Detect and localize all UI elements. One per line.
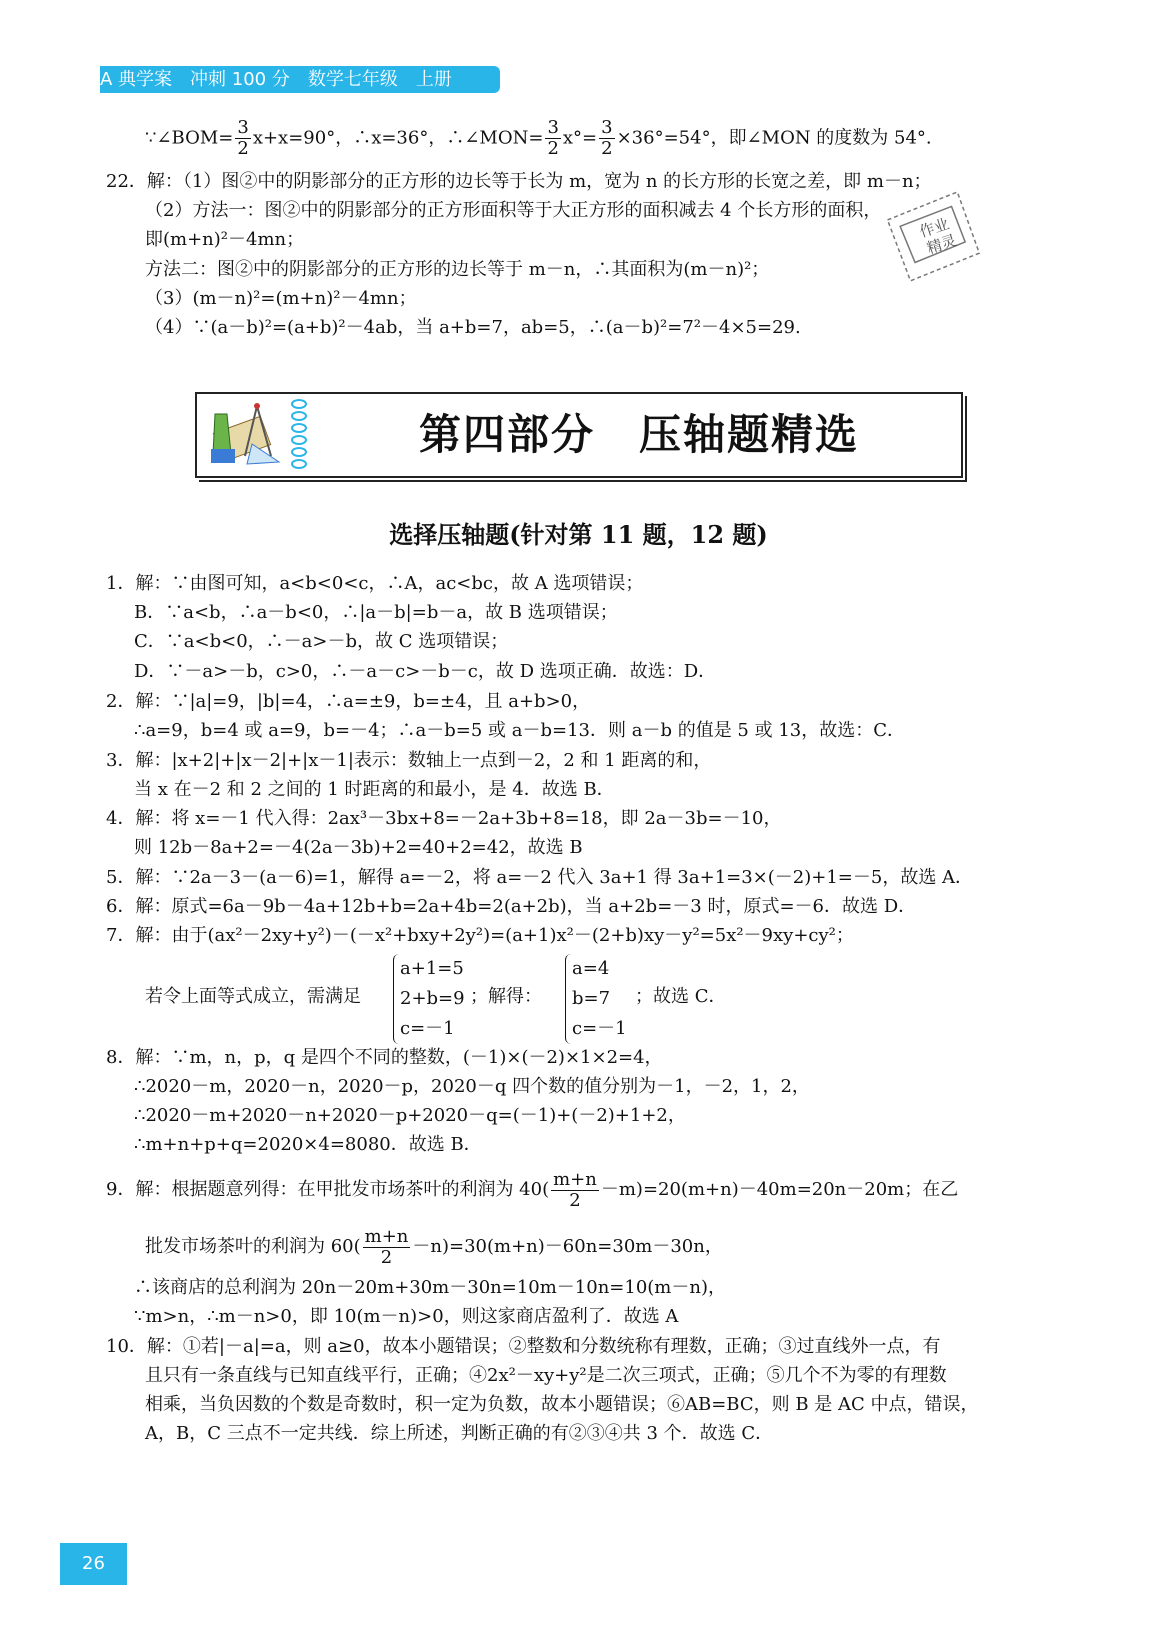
answer-3-line-1: 3．解：|x+2|+|x－2|+|x－1|表示：数轴上一点到－2，2 和 1 距离的和， bbox=[106, 750, 712, 771]
answer-8-line-2: ∴2020－m，2020－n，2020－p，2020－q 四个数的值分别为－1，－2，1，2， bbox=[134, 1076, 810, 1097]
equation-system-2 bbox=[565, 954, 627, 1044]
fraction-3-2: $\frac{3}{2}$ bbox=[237, 117, 249, 159]
equation-system-1 bbox=[393, 954, 465, 1044]
answer-8-line-1: 8．解：∵m，n，p，q 是四个不同的整数，(－1)×(－2)×1×2=4， bbox=[106, 1047, 663, 1068]
answer-1-line-2: B．∵a<b，∴a－b<0，∴|a－b|=b－a，故 B 选项错误； bbox=[134, 602, 618, 623]
page-number: 26 bbox=[60, 1543, 127, 1585]
section-title: 选择压轴题(针对第 11 题，12 题) bbox=[389, 520, 768, 549]
answer-2-line-2: ∴a=9，b=4 或 a=9，b=－4；∴a－b=5 或 a－b=13．则 a－b 的值是 5 或 13，故选：C． bbox=[134, 720, 906, 741]
equation: 2+b=9 bbox=[400, 988, 465, 1009]
answer-9-line-4: ∵m>n，∴m－n>0，即 10(m－n)>0，则这家商店盈利了．故选 A bbox=[134, 1306, 679, 1327]
banner-title: 第四部分 压轴题精选 bbox=[418, 410, 859, 459]
fraction-3-2: $\frac{3}{2}$ bbox=[601, 117, 613, 159]
answer-1-line-4: D．∵－a>－b，c>0，∴－a－c>－b－c，故 D 选项正确．故选：D． bbox=[134, 661, 717, 682]
text: 批发市场茶叶的利润为 60( bbox=[145, 1236, 361, 1257]
text-bom: ∵∠BOM= bbox=[145, 127, 234, 149]
text-result: ×36°=54°，即∠MON 的度数为 54°. bbox=[616, 127, 932, 149]
equation: a=4 bbox=[572, 958, 610, 979]
text: －n)=30(m+n)－60n=30m－30n， bbox=[412, 1236, 723, 1257]
answer-6: 6．解：原式=6a－9b－4a+12b+b=2a+4b=2(a+2b)，当 a+2b=－3 时，原式=－6．故选 D． bbox=[106, 896, 917, 917]
answer-7-condition-text: 若令上面等式成立，需满足 bbox=[145, 986, 361, 1007]
q22-line-6: （4）∵(a－b)²=(a+b)²－4ab，当 a+b=7，ab=5，∴(a－b)²=7²－4×5=29. bbox=[145, 317, 801, 338]
answer-4-line-2: 则 12b－8a+2=－4(2a－3b)+2=40+2=42，故选 B bbox=[134, 837, 583, 858]
spiral-binding-icon bbox=[289, 396, 309, 474]
svg-text:作业: 作业 bbox=[917, 214, 952, 242]
equation: c=－1 bbox=[400, 1018, 455, 1039]
answer-7-choose-text: ；故选 C． bbox=[635, 986, 727, 1007]
answer-3-line-2: 当 x 在－2 和 2 之间的 1 时距离的和最小，是 4．故选 B． bbox=[134, 779, 615, 800]
equation: b=7 bbox=[572, 988, 611, 1009]
text: －m)=20(m+n)－40m=20n－20m；在乙 bbox=[600, 1179, 959, 1200]
fraction-mn-2: $\frac{m+n}{2}$ bbox=[553, 1168, 597, 1211]
text-eq: x+x=90°，∴x=36°，∴∠MON= bbox=[252, 127, 544, 149]
answer-4-line-1: 4．解：将 x=－1 代入得：2ax³－3bx+8=－2a+3b+8=18，即 2a－3b=－10， bbox=[106, 808, 782, 829]
answer-5: 5．解：∵2a－3－(a－6)=1，解得 a=－2，将 a=－2 代入 3a+1 得 3a+1=3×(－2)+1=－5，故选 A． bbox=[106, 867, 974, 888]
answer-9-line-2 bbox=[145, 1225, 723, 1269]
answer-9-line-3: ∴该商店的总利润为 20n－20m+30m－30n=10m－10n=10(m－n)， bbox=[134, 1277, 726, 1298]
answer-8-line-3: ∴2020－m+2020－n+2020－p+2020－q=(－1)+(－2)+1+2， bbox=[134, 1105, 686, 1126]
answer-7-line-1: 7．解：由于(ax²－2xy+y²)－(－x²+bxy+2y²)=(a+1)x²－(2+b)xy－y²=5x²－9xy+cy²； bbox=[106, 925, 854, 946]
answer-1-line-1: 1．解：∵由图可知，a<b<0<c，∴A，ac<bc，故 A 选项错误； bbox=[106, 573, 644, 594]
q22-line-3: 即(m+n)²－4mn； bbox=[145, 229, 305, 250]
equation: a+1=5 bbox=[400, 958, 464, 979]
section-banner bbox=[195, 392, 963, 478]
line-angle-bom bbox=[145, 118, 932, 159]
stamp-watermark-icon bbox=[880, 182, 985, 292]
q22-line-2: （2）方法一：图②中的阴影部分的正方形面积等于大正方形的面积减去 4 个长方形的面积， bbox=[145, 200, 882, 221]
answer-9-line-1 bbox=[106, 1168, 958, 1212]
fraction-3-2: $\frac{3}{2}$ bbox=[547, 117, 559, 159]
answer-10-line-1: 10．解：①若|－a|=a，则 a≥0，故本小题错误；②整数和分数统称有理数，正确；③过直线外一点，有 bbox=[106, 1336, 941, 1357]
stationery-icon bbox=[197, 394, 289, 476]
answer-10-line-3: 相乘，当负因数的个数是奇数时，积一定为负数，故本小题错误；⑥AB=BC，则 B 是 AC 中点，错误， bbox=[145, 1394, 979, 1415]
q22-line-4: 方法二：图②中的阴影部分的正方形的边长等于 m－n，∴其面积为(m－n)²； bbox=[145, 259, 770, 280]
answer-10-line-4: A，B，C 三点不一定共线．综上所述，判断正确的有②③④共 3 个．故选 C． bbox=[145, 1423, 774, 1444]
q22-line-5: （3）(m－n)²=(m+n)²－4mn； bbox=[145, 288, 417, 309]
answer-10-line-2: 且只有一条直线与已知直线平行，正确；④2x²－xy+y²是二次三项式，正确；⑤几个不为零的有理数 bbox=[145, 1365, 947, 1386]
fraction-mn-2: $\frac{m+n}{2}$ bbox=[364, 1225, 409, 1268]
q22-line-1: 22．解：（1）图②中的阴影部分的正方形的边长等于长为 m，宽为 n 的长方形的长宽之差，即 m－n； bbox=[106, 171, 932, 192]
text: 9．解：根据题意列得：在甲批发市场茶叶的利润为 40( bbox=[106, 1179, 550, 1200]
equation: c=－1 bbox=[572, 1018, 627, 1039]
answer-1-line-3: C．∵a<b<0，∴－a>－b，故 C 选项错误； bbox=[134, 631, 509, 652]
answer-8-line-4: ∴m+n+p+q=2020×4=8080．故选 B． bbox=[134, 1134, 482, 1155]
text-eq2: x°= bbox=[562, 127, 598, 149]
svg-text:精灵: 精灵 bbox=[924, 231, 959, 258]
header-title: A 典学案 冲刺 100 分 数学七年级 上册 bbox=[100, 69, 452, 90]
answer-2-line-1: 2．解：∵|a|=9，|b|=4，∴a=±9，b=±4，且 a+b>0， bbox=[106, 691, 591, 712]
answer-7-solve-text: ；解得： bbox=[470, 986, 542, 1007]
